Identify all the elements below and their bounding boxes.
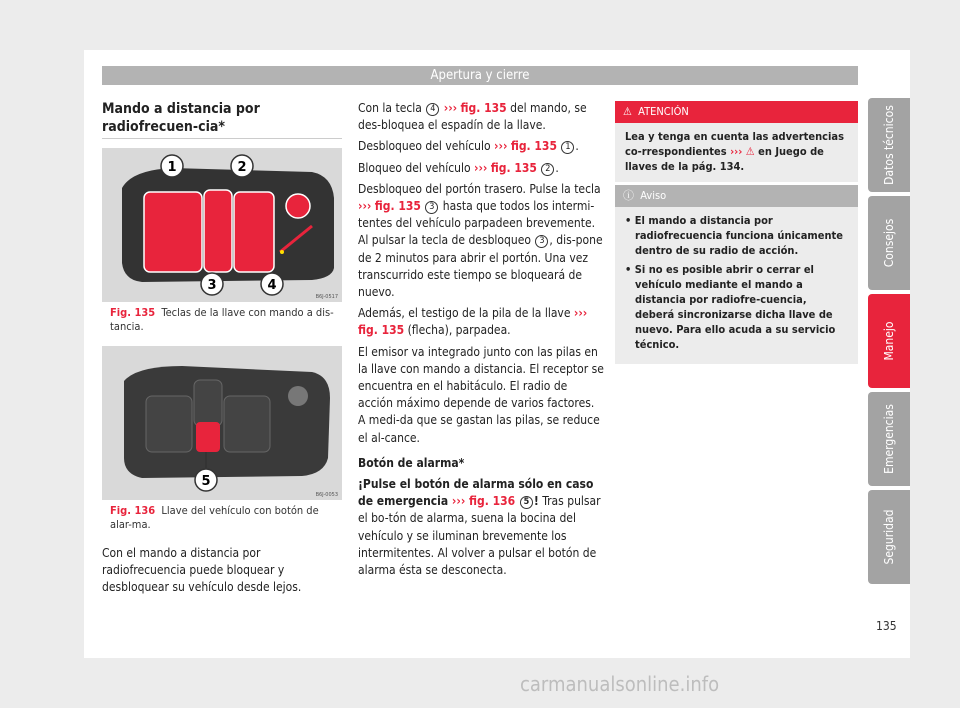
tab-seguridad[interactable]: Seguridad [868, 490, 910, 584]
figure-135 [102, 148, 342, 302]
figure-code: B6J-0517 [315, 294, 338, 300]
callout-4: 4 [267, 278, 277, 293]
figure-code: B6J-0053 [315, 492, 338, 498]
note-box: ⓘ Aviso • El mando a distancia por radiofrecuencia funciona únicamente dentro de su radio de acción. • Si no es posible abrir o cerrar el vehículo mediante el mando a distancia por radiofre-cuencia, deberá sincronizarse dicha llave de nuevo. Para ello acuda a su servicio técnico. [615, 185, 858, 364]
middle-column: Con la tecla 4 ››› fig. 135 del mando, se des-bloquea el espadín de la llave. Desbloqueo del vehículo ››› fig. 135 1 . Bloqueo del vehículo ››› fig. 135 2 . Desbloqueo del portón trasero. Pulse la tecla ››› fig. 135 3 hasta que todos los intermi-tentes del vehículo parpadeen brevemente. Al pulsar la tecla de desbloqueo 3 , dis-pone de 2 minutos para abrir el portón. Una vez transcurrido este tiempo se bloqueará de nuevo. Además, el testigo de la pila de la llave ››› fig. 135 (flecha), parpadea. El emisor va integrado junto con las pilas en la llave con mando a distancia. El receptor se encuentra en el habitáculo. El radio de acción máximo depende de varios factores. A medi-da que se gastan las pilas, se reduce el al-cance. Botón de alarma* ¡Pulse el botón de alarma sólo en caso de emergencia ››› fig. 136 5 ! Tras pulsar el bo-tón de alarma, suena la bocina del vehículo y se iluminan brevemente los intermitentes. Al volver a pulsar el botón de alarma ésta se desconecta. [358, 101, 604, 578]
page-number: 135 [876, 619, 897, 633]
figure-136 [102, 346, 342, 500]
header-title: Apertura y cierre [102, 66, 858, 85]
watermark: carmanualsonline.info [520, 672, 720, 696]
callout-1: 1 [167, 160, 177, 175]
tab-emergencias[interactable]: Emergencias [868, 392, 910, 486]
callout-2: 2 [237, 160, 247, 175]
warning-icon: ⚠ [623, 105, 632, 118]
tab-consejos[interactable]: Consejos [868, 196, 910, 290]
intro-text: Con el mando a distancia por radiofrecuencia puede bloquear y desbloquear su vehículo desde lejos. [102, 546, 302, 595]
tab-datos-tecnicos[interactable]: Datos técnicos [868, 98, 910, 192]
callout-5: 5 [201, 474, 211, 489]
left-column [102, 100, 342, 136]
callout-3: 3 [207, 278, 217, 293]
figure-136-caption: Fig. 136 Llave del vehículo con botón de alar-ma. [110, 504, 319, 531]
warning-box: ⚠ ATENCIÓN Lea y tenga en cuenta las advertencias co-rrespondientes ››› ⚠ en Juego de llaves de la pág. 134. [615, 101, 858, 182]
info-icon: ⓘ [623, 189, 634, 202]
section-title: Mando a distancia por radiofrecuen-cia* [102, 101, 260, 135]
key-alarm-illustration [102, 346, 342, 500]
tab-manejo[interactable]: Manejo [868, 294, 910, 388]
key-remote-illustration [102, 148, 342, 302]
figure-135-caption: Fig. 135 Teclas de la llave con mando a dis-tancia. [110, 306, 334, 333]
divider [102, 138, 342, 139]
